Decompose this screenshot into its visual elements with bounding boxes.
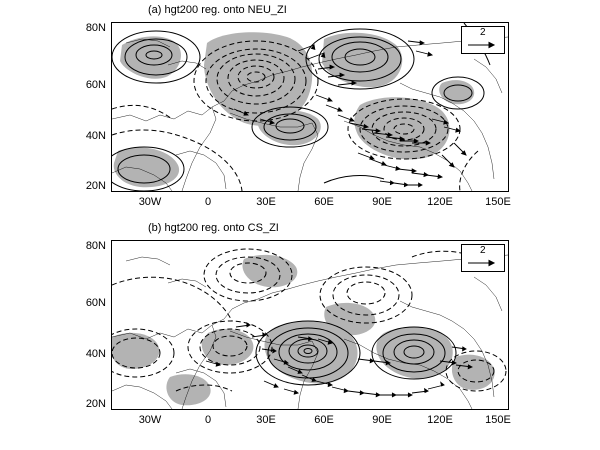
- panel-a-xtick-30E: 30E: [256, 196, 276, 208]
- panel-a-map: [111, 22, 509, 192]
- panel-b-xtick-30E: 30E: [256, 414, 276, 426]
- panel-a-xtick-60E: 60E: [314, 196, 334, 208]
- panel-b-ytick-80N: 80N: [85, 240, 106, 252]
- panel-b-ytick-20N: 20N: [85, 398, 106, 410]
- panel-b-xtick-150E: 150E: [485, 414, 511, 426]
- panel-b-xtick-120E: 120E: [427, 414, 453, 426]
- panel-a-ytick-20N: 20N: [85, 180, 106, 192]
- panel-a-vector-key-label: 2: [480, 27, 486, 38]
- panel-a-xtick-0: 0: [204, 196, 212, 208]
- panel-b-title: (b) hgt200 reg. onto CS_ZI: [148, 222, 279, 234]
- panel-b-plot: [112, 241, 508, 409]
- panel-b-vector-key-label: 2: [480, 245, 486, 256]
- panel-a-ytick-40N: 40N: [85, 130, 106, 142]
- panel-a-xtick-150E: 150E: [485, 196, 511, 208]
- panel-b-map: [111, 240, 509, 410]
- panel-b: [0, 218, 600, 450]
- panel-a-plot: [112, 23, 508, 191]
- panel-a-title: (a) hgt200 reg. onto NEU_ZI: [148, 4, 287, 16]
- contours-b: [112, 249, 506, 391]
- panel-b-xtick-30W: 30W: [138, 414, 162, 426]
- panel-a-xtick-30W: 30W: [138, 196, 162, 208]
- panel-b-ytick-40N: 40N: [85, 348, 106, 360]
- panel-a-ytick-60N: 60N: [85, 79, 106, 91]
- panel-a-ytick-80N: 80N: [85, 22, 106, 34]
- panel-b-xtick-90E: 90E: [372, 414, 392, 426]
- panel-b-ytick-60N: 60N: [85, 297, 106, 309]
- panel-a-xtick-120E: 120E: [427, 196, 453, 208]
- panel-a-xtick-90E: 90E: [372, 196, 392, 208]
- panel-b-xtick-0: 0: [204, 414, 212, 426]
- panel-b-xtick-60E: 60E: [314, 414, 334, 426]
